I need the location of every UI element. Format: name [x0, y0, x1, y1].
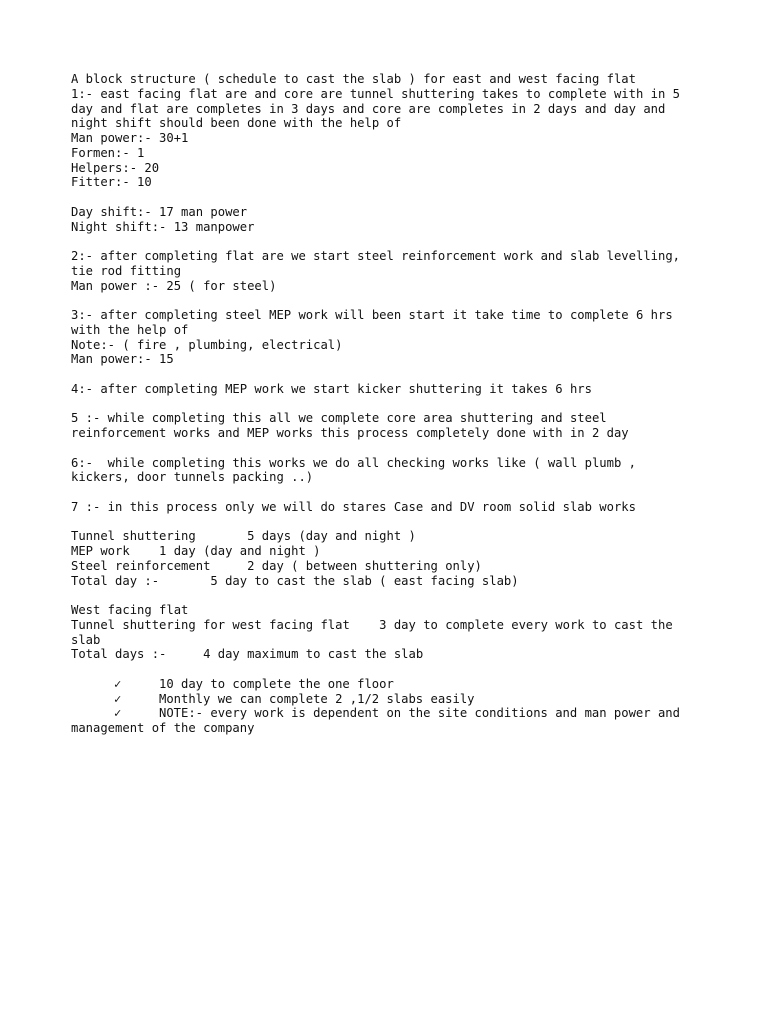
spacer — [71, 397, 711, 412]
man-power-total: Man power:- 30+1 — [71, 131, 189, 145]
spacer — [71, 293, 711, 308]
east-tunnel-shuttering: Tunnel shuttering 5 days (day and night ) — [71, 529, 416, 544]
spacer — [71, 588, 711, 603]
checkmark-icon: ✓ — [114, 676, 122, 691]
section-7-text: 7 :- in this process only we will do stares Case and DV room solid slab works — [71, 499, 636, 514]
section-3-line-2: with the help of — [71, 322, 189, 337]
night-shift: Night shift:- 13 manpower — [71, 219, 255, 234]
section-3-note: Note:- ( fire , plumbing, electrical) — [71, 337, 343, 352]
helpers-count: Helpers:- 20 — [71, 160, 160, 175]
section-3-line-1: 3:- after completing steel MEP work will been start it take time to complete 6 hrs — [71, 308, 673, 322]
spacer — [71, 662, 711, 677]
spacer — [71, 190, 711, 205]
bullet-text: NOTE:- every work is dependent on the site conditions and man power and — [159, 706, 680, 721]
spacer — [71, 441, 711, 456]
day-shift: Day shift:- 17 man power — [71, 204, 248, 219]
spacer — [71, 485, 711, 500]
fitter-count: Fitter:- 10 — [71, 175, 152, 190]
bullet-text: Monthly we can complete 2 ,1/2 slabs easily — [159, 691, 475, 706]
west-tunnel-line-2: slab — [71, 632, 101, 647]
bullet-text: 10 day to complete the one floor — [159, 676, 394, 691]
checkmark-icon: ✓ — [114, 706, 122, 721]
document-body — [71, 72, 711, 736]
section-5-line-2: reinforcement works and MEP works this process completely done with in 2 day — [71, 426, 629, 440]
spacer — [71, 234, 711, 249]
bullet-item — [71, 706, 711, 721]
section-1-line-2: day and flat are completes in 3 days and core are completes in 2 days and day and — [71, 101, 666, 116]
document-title: A block structure ( schedule to cast the slab ) for east and west facing flat — [71, 72, 636, 86]
section-1-line-1: 1:- east facing flat are and core are tunnel shuttering takes to complete with in 5 — [71, 86, 681, 101]
section-5-line-1: 5 :- while completing this all we complete core area shuttering and steel — [71, 411, 607, 426]
section-2-man-power: Man power :- 25 ( for steel) — [71, 278, 277, 293]
checkmark-icon: ✓ — [114, 691, 122, 706]
section-2-line-2: tie rod fitting — [71, 263, 182, 278]
west-heading: West facing flat — [71, 603, 189, 617]
section-1-line-3: night shift should been done with the help of — [71, 116, 402, 131]
bullet-item — [71, 677, 711, 692]
section-6-line-2: kickers, door tunnels packing ..) — [71, 470, 314, 485]
west-total-days: Total days :- 4 day maximum to cast the slab — [71, 647, 424, 662]
east-steel-reinforcement: Steel reinforcement 2 day ( between shuttering only) — [71, 558, 482, 573]
formen-count: Formen:- 1 — [71, 145, 145, 160]
section-3-man-power: Man power:- 15 — [71, 352, 174, 367]
east-total-days: Total day :- 5 day to cast the slab ( east facing slab) — [71, 573, 519, 588]
west-tunnel-line-1: Tunnel shuttering for west facing flat 3 day to complete every work to cast the — [71, 617, 673, 632]
bullet-continuation: management of the company — [71, 721, 255, 735]
section-4-text: 4:- after completing MEP work we start kicker shuttering it takes 6 hrs — [71, 381, 592, 396]
section-2-line-1: 2:- after completing flat are we start steel reinforcement work and slab levelling, — [71, 249, 681, 263]
east-mep-work: MEP work 1 day (day and night ) — [71, 544, 321, 558]
spacer — [71, 367, 711, 382]
bullet-item — [71, 692, 711, 707]
section-6-line-1: 6:- while completing this works we do all checking works like ( wall plumb , — [71, 455, 636, 470]
spacer — [71, 515, 711, 530]
